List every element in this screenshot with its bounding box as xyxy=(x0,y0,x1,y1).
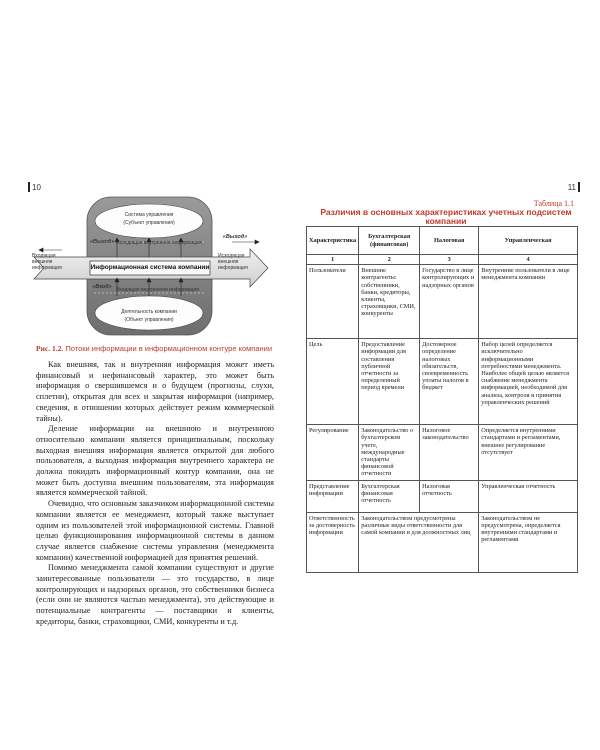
figure-caption-text: Потоки информации в информационном контуре компании xyxy=(65,344,273,353)
table-cell: Достоверное определение налоговых обязательств, своевременность уплаты налогов в бюджет xyxy=(420,339,479,425)
table-cell: Налоговое законодательство xyxy=(420,425,479,480)
column-number: 3 xyxy=(420,255,479,265)
table-row xyxy=(307,512,578,572)
table-cell: Регулирование xyxy=(307,425,359,480)
table-cell: Ответственность за достоверность информации xyxy=(307,512,359,572)
outgoing-internal-label: Исходящая внутренняя информация xyxy=(116,240,202,246)
column-number: 4 xyxy=(479,255,578,265)
figure-caption-label: Рис. 1.2. xyxy=(36,344,64,353)
table-title: Различия в основных характеристиках учетных подсистем компании xyxy=(320,207,572,226)
table-cell: Цель xyxy=(307,339,359,425)
information-flow-diagram xyxy=(32,195,270,337)
page-number-right: 11 xyxy=(567,183,576,192)
table-header-cell: Налоговая xyxy=(420,227,479,255)
table-number-row xyxy=(307,255,578,265)
table-row xyxy=(307,339,578,425)
table-cell: Пользователи xyxy=(307,265,359,339)
column-number: 1 xyxy=(307,255,359,265)
top-oval-sublabel: (Субъект управления) xyxy=(123,220,175,226)
body-text xyxy=(36,360,274,628)
top-oval-label: Система управления xyxy=(124,212,174,218)
table-cell: Государство в лице контролирующих и надзорных органов xyxy=(420,265,479,339)
paragraph: Деление информации на внешнюю и внутреннюю относительно компании является принципиальным, поскольку выходная внешняя информация является открытой для любого пользователя, а выходная информация внутреннего характера не должна покидать информационный контур компании, она не может быть доступна внешним пользователям, эта информация является коммерческой тайной. xyxy=(36,424,274,498)
incoming-external-line1: Входящая xyxy=(32,253,56,259)
output-right-label: «Выход» xyxy=(222,234,248,240)
table-cell: Законодательством предусмотрены различные виды ответственности для самой компании и для должностных лиц xyxy=(359,512,479,572)
table-cell: Внешние контрагенты: собственники, банки, кредиторы, клиенты, страховщики, СМИ, конкуренты xyxy=(359,265,420,339)
table-cell: Представление информации xyxy=(307,480,359,512)
table-cell: Внутренние пользователи в лице менеджмента компании xyxy=(479,265,578,339)
table-cell: Управленческая отчетность xyxy=(479,480,578,512)
table-row xyxy=(307,265,578,339)
page-marker xyxy=(28,182,30,192)
table-header-cell: Управленческая xyxy=(479,227,578,255)
table-cell: Законодательство о бухгалтерском учете, международные стандарты финансовой отчетности xyxy=(359,425,420,480)
table-row xyxy=(307,425,578,480)
table-cell: Предоставление информации для составления публичной отчетности за определенный период времени xyxy=(359,339,420,425)
table-cell: Набор целей определяется исключительно информационными потребностями менеджмента. Наиболее общей целью является снабжение менеджмента информацией, необходимой для анализа, контроля и принятия управленческих решений xyxy=(479,339,578,425)
page-number-left: 10 xyxy=(32,183,41,192)
input-label: «Вход» xyxy=(92,284,112,290)
bottom-oval-label: Деятельность компании xyxy=(121,309,177,315)
table-label: Таблица 1.1 xyxy=(533,199,574,208)
center-band-label: Информационная система компании xyxy=(90,264,210,271)
paragraph: Очевидно, что основным заказчиком информационной системы компании является ее менеджмент, который также выступает одним из пользователей этой информационной системы. Главной целью функционирования информационной системы в данном случае является снабжение системы управления (менеджмента компании) качественной информацией для принятия решений. xyxy=(36,499,274,562)
incoming-external-line3: информация xyxy=(32,265,62,271)
outgoing-external-line2: внешняя xyxy=(218,259,239,265)
comparison-table xyxy=(306,226,578,573)
table-cell: Определяется внутренними стандартами и регламентами, внешнее регулирование отсутствует xyxy=(479,425,578,480)
paragraph: Как внешняя, так и внутренняя информация может иметь финансовый и нефинансовый характер, это может быть информация о свершившемся и о будущем (прогнозы, слухи, сплетни), открытая для всех и закрытая информация (например, сведения, в отношении которых действует режим коммерческой тайны). xyxy=(36,360,274,423)
outgoing-external-line3: информация xyxy=(218,265,248,271)
table-header-cell: Характеристика xyxy=(307,227,359,255)
incoming-external-line2: внешняя xyxy=(32,259,53,265)
table-cell: Законодательством не предусмотрена, определяется внутренними стандартами и регламентами xyxy=(479,512,578,572)
table-row xyxy=(307,480,578,512)
column-number: 2 xyxy=(359,255,420,265)
page-marker xyxy=(578,182,580,192)
figure-caption xyxy=(36,344,276,353)
table-cell: Бухгалтерская финансовая отчетность xyxy=(359,480,420,512)
output-left-label: «Выход» xyxy=(90,239,115,245)
incoming-internal-label: Входящая внутренняя информация xyxy=(116,287,199,293)
table-header-row xyxy=(307,227,578,255)
table-cell: Налоговая отчетность xyxy=(420,480,479,512)
paragraph: Помимо менеджмента самой компании существуют и другие заинтересованные пользователи — это государство, в лице контролирующих и надзорных органов, это собственники бизнеса (если они не являются частью менеджмента), это действующие и потенциальные контрагенты — поставщики и клиенты, кредиторы, банки, страховщики, СМИ, конкуренты и т.д. xyxy=(36,563,274,626)
table-header-cell: Бухгалтерская (финансовая) xyxy=(359,227,420,255)
outgoing-external-line1: Исходящая xyxy=(218,253,245,259)
bottom-oval-sublabel: (Объект управления) xyxy=(124,317,174,323)
